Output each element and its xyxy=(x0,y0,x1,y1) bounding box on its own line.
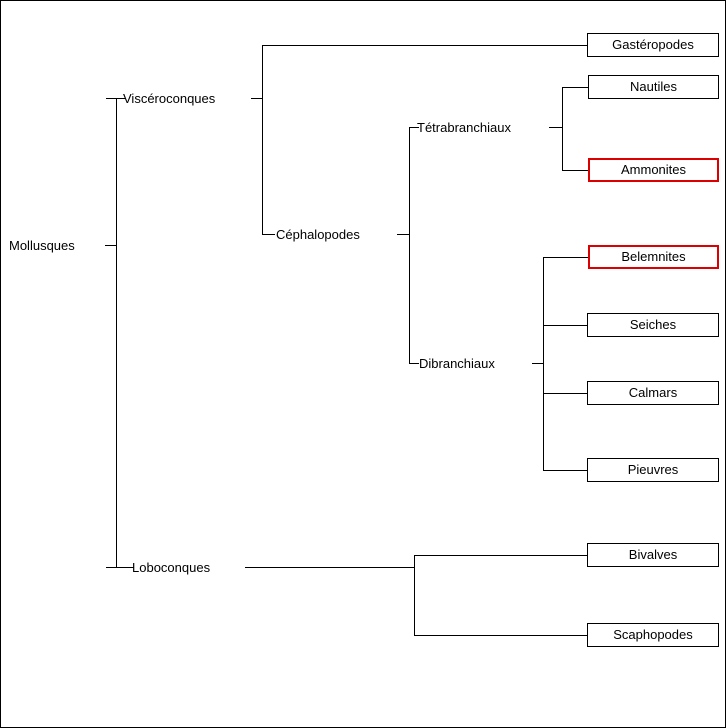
node-label-mollusques: Mollusques xyxy=(9,238,75,253)
node-label-visceroconques: Viscéroconques xyxy=(123,91,216,106)
edge-cephalopodes-split xyxy=(409,127,410,364)
node-label-cephalopodes: Céphalopodes xyxy=(276,227,360,242)
edge-loboconques-split xyxy=(414,555,415,636)
leaf-scaphopodes[interactable]: Scaphopodes xyxy=(587,623,719,647)
edge-to-nautiles xyxy=(562,87,588,88)
edge-to-belemnites xyxy=(543,257,588,258)
node-label-dibranchiaux: Dibranchiaux xyxy=(419,356,495,371)
edge-loboconques-stem xyxy=(245,567,415,568)
edge-visceroconques-split xyxy=(262,45,263,235)
leaf-nautiles[interactable]: Nautiles xyxy=(588,75,719,99)
node-label-tetrabranchiaux: Tétrabranchiaux xyxy=(417,120,511,135)
node-label-loboconques: Loboconques xyxy=(132,560,211,575)
edge-to-calmars xyxy=(543,393,588,394)
edge-to-scaphopodes xyxy=(414,635,588,636)
edge-to-cephalopodes xyxy=(262,234,275,235)
edge-to-gasteropodes xyxy=(262,45,587,46)
leaf-calmars[interactable]: Calmars xyxy=(587,381,719,405)
edge-trunk-loboconques xyxy=(106,567,134,568)
leaf-belemnites[interactable]: Belemnites xyxy=(588,245,719,269)
edge-tetrabranchiaux-split xyxy=(562,87,563,171)
edge-tetrabranchiaux-stem xyxy=(549,127,563,128)
edge-to-pieuvres xyxy=(543,470,588,471)
edge-to-ammonites xyxy=(562,170,588,171)
leaf-pieuvres[interactable]: Pieuvres xyxy=(587,458,719,482)
leaf-seiches[interactable]: Seiches xyxy=(587,313,719,337)
edge-to-seiches xyxy=(543,325,588,326)
edge-dibranchiaux-split xyxy=(543,257,544,471)
edge-to-bivalves xyxy=(414,555,588,556)
leaf-gasteropodes[interactable]: Gastéropodes xyxy=(587,33,719,57)
edge-to-dibranchiaux xyxy=(409,363,419,364)
leaf-bivalves[interactable]: Bivalves xyxy=(587,543,719,567)
leaf-ammonites[interactable]: Ammonites xyxy=(588,158,719,182)
edge-root-trunk xyxy=(116,98,117,568)
